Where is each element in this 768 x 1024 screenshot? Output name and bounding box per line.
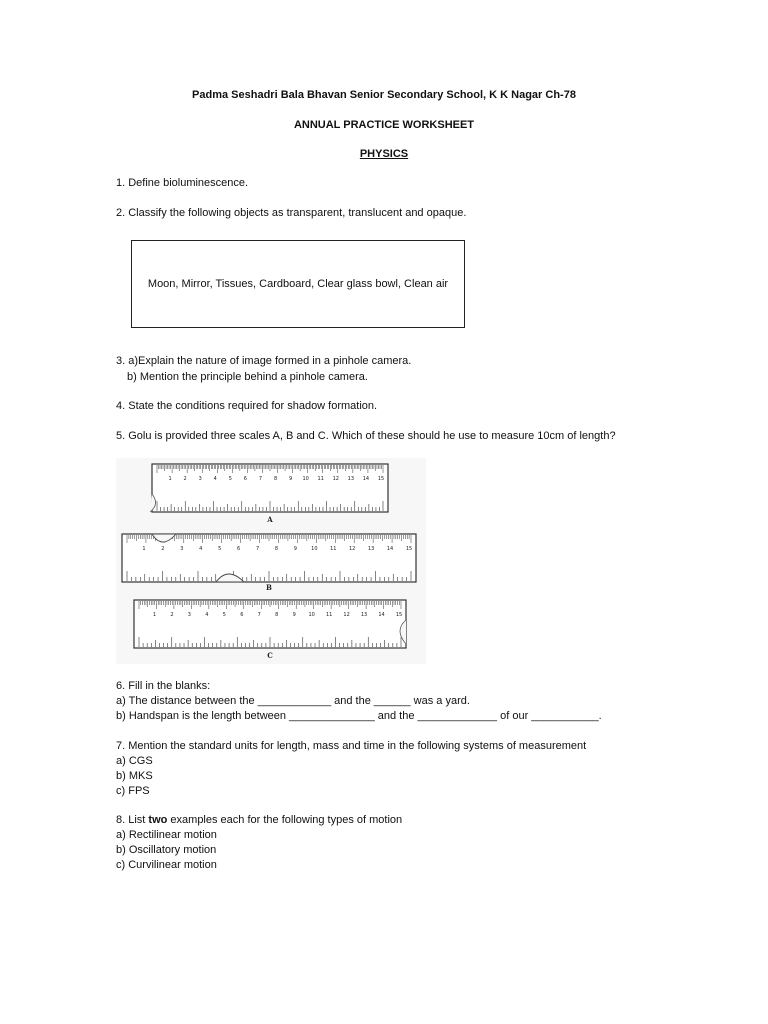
scale-number: 9 (292, 612, 296, 618)
scale-number: 9 (293, 546, 297, 552)
scale-number: 9 (289, 476, 293, 482)
scale-number: 12 (332, 476, 339, 482)
question-2: 2. Classify the following objects as transparent, translucent and opaque. (116, 207, 467, 219)
question-5: 5. Golu is provided three scales A, B and C. Which of these should he use to measure 10cm of length? (116, 430, 616, 442)
school-name: Padma Seshadri Bala Bhavan Senior Secondary School, K K Nagar Ch-78 (192, 89, 576, 101)
scale-number: 8 (274, 546, 279, 552)
objects-box (131, 240, 465, 328)
scale-number: 4 (199, 546, 203, 552)
scales-drawing (116, 458, 426, 664)
scale-number: 14 (362, 476, 370, 482)
scale-number: 7 (255, 546, 260, 552)
question-6b: b) Handspan is the length between ______________ and the _____________ of our ___________. (116, 710, 602, 722)
scale-number: 8 (273, 476, 278, 482)
scale-number: 15 (405, 546, 413, 552)
scale-number: 3 (198, 476, 202, 482)
scale-number: 2 (161, 546, 165, 552)
scale-b-label: B (266, 583, 272, 592)
scale-number: 14 (386, 546, 394, 552)
scale-number: 1 (142, 546, 146, 552)
scale-number: 6 (243, 476, 247, 482)
scale-number: 2 (170, 612, 174, 618)
question-4: 4. State the conditions required for shadow formation. (116, 400, 378, 412)
question-1: 1. Define bioluminescence. (116, 177, 249, 189)
question-8-bold: two (148, 814, 168, 826)
question-7a: a) CGS (116, 755, 153, 767)
question-8b: b) Oscillatory motion (116, 844, 217, 856)
scale-number: 1 (152, 612, 157, 618)
scale-number: 10 (302, 476, 309, 482)
question-6a: a) The distance between the ____________ and the ______ was a yard. (116, 695, 470, 707)
scale-number: 10 (311, 546, 318, 552)
objects-list: Moon, Mirror, Tissues, Cardboard, Clear glass bowl, Clean air (147, 278, 449, 290)
scale-number: 13 (360, 612, 368, 618)
scale-number: 15 (377, 476, 385, 482)
scale-number: 11 (330, 546, 337, 552)
question-7c: c) FPS (116, 785, 150, 797)
scale-number: 14 (378, 612, 385, 618)
scale-number: 4 (213, 476, 217, 482)
scale-number: 11 (317, 476, 324, 482)
question-8c: c) Curvilinear motion (116, 859, 217, 871)
question-8 (116, 814, 402, 826)
question-8a: a) Rectilinear motion (116, 829, 217, 841)
scale-number: 5 (222, 612, 226, 618)
scale-number: 5 (228, 476, 232, 482)
scale-number: 2 (183, 476, 187, 482)
scale-number: 1 (168, 476, 172, 482)
scale-number: 7 (258, 476, 263, 482)
scale-number: 4 (205, 612, 209, 618)
scale-number: 8 (275, 612, 279, 618)
question-8-post: examples each for the following types of motion (167, 814, 403, 826)
question-6: 6. Fill in the blanks: (116, 680, 211, 692)
scale-number: 10 (308, 612, 315, 618)
scale-number: 12 (349, 546, 356, 552)
scales-figure (116, 458, 426, 664)
question-3b: b) Mention the principle behind a pinhole camera. (127, 371, 368, 383)
question-8-pre: 8. List (116, 814, 149, 826)
scale-c-label: C (267, 651, 273, 660)
scale-number: 11 (325, 612, 333, 618)
question-3a: 3. a)Explain the nature of image formed in a pinhole camera. (116, 355, 412, 367)
scale-number: 5 (218, 546, 222, 552)
worksheet-title: ANNUAL PRACTICE WORKSHEET (293, 119, 475, 131)
subject-title: PHYSICS (359, 148, 409, 160)
question-7: 7. Mention the standard units for length, mass and time in the following systems of measurement (116, 740, 587, 752)
scale-number: 3 (187, 612, 191, 618)
scale-number: 7 (257, 612, 261, 618)
scale-number: 6 (237, 546, 241, 552)
scale-a-label: A (267, 515, 273, 524)
scale-number: 6 (240, 612, 244, 618)
scale-number: 13 (347, 476, 355, 482)
scale-number: 13 (367, 546, 375, 552)
scale-number: 15 (395, 612, 403, 618)
scale-number: 12 (343, 612, 350, 618)
question-7b: b) MKS (116, 770, 153, 782)
scale-number: 3 (180, 546, 184, 552)
